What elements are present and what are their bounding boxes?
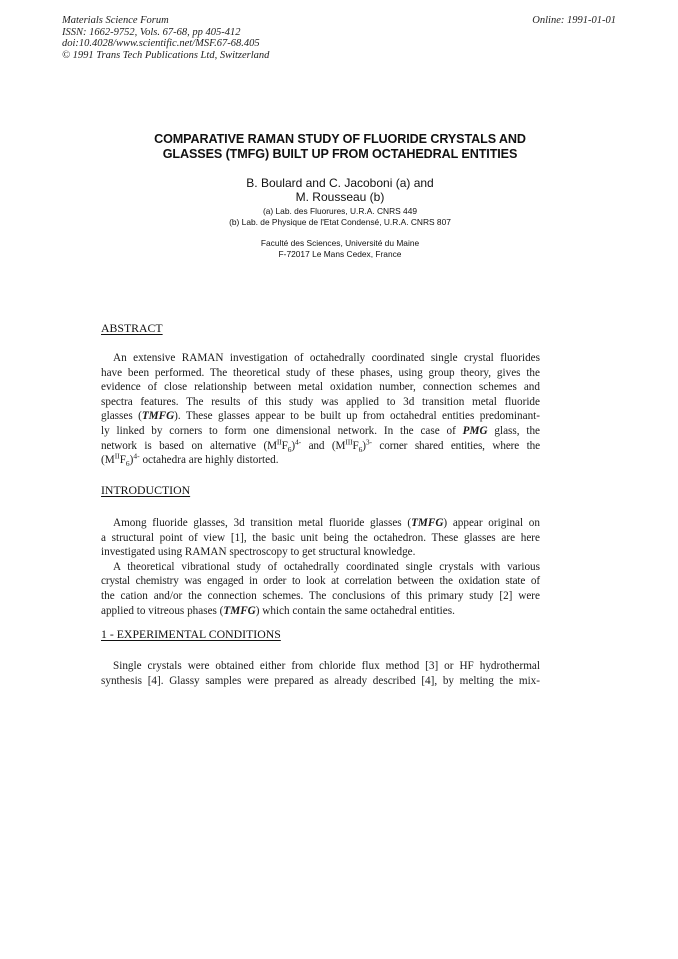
abstract-body	[101, 351, 540, 468]
abstract-line: evidence of close relationship between metal oxidation number, connection schemes and	[101, 381, 540, 394]
issn-line: ISSN: 1662-9752, Vols. 67-68, pp 405-412	[62, 26, 241, 38]
doi-line[interactable]: doi:10.4028/www.scientific.net/MSF.67-68.405	[62, 38, 260, 50]
tmfg-term: TMFG	[411, 517, 444, 529]
introduction-body	[101, 516, 540, 618]
address	[90, 238, 590, 260]
abstract-line: network is based on alternative $(M^{II}F_6)^{4-}$ and $(M^{III}F_6)^{3-}$ corner shared entities, where the	[101, 436, 540, 454]
abstract-line: $(M^{II}F_6)^{4-}$ octahedra are highly distorted.	[101, 451, 279, 469]
experimental-line: synthesis [4]. Glassy samples were prepared as already described [4], by melting the mix-	[101, 674, 540, 687]
introduction-heading: INTRODUCTION	[101, 483, 191, 497]
journal-header	[62, 15, 392, 61]
city-line: F-72017 Le Mans Cedex, France	[278, 249, 402, 259]
authors-line-2: M. Rousseau (b)	[295, 190, 385, 204]
copyright-line: © 1991 Trans Tech Publications Ltd, Switzerland	[62, 49, 270, 61]
authors	[90, 176, 590, 204]
abstract-line: An extensive RAMAN investigation of octahedrally coordinated single crystal fluorides	[113, 352, 540, 364]
intro-line: A theoretical vibrational study of octahedrally coordinated single crystals with various	[113, 560, 540, 573]
abstract-line: ly linked by corners to form one dimensional network. In the case of PMG glass, the	[101, 424, 541, 437]
experimental-line: Single crystals were obtained either from chloride flux method [3] or HF hydrothermal	[113, 660, 540, 672]
intro-line: the cation and/or the connection schemes. The conclusions of this primary study [2] were	[101, 589, 540, 602]
experimental-body	[101, 659, 540, 688]
intro-line: crystal chemistry was engaged in order to look at correlation between the oxidation state of	[101, 575, 540, 588]
abstract-line: have been performed. The theoretical study of these phases, using group theory, gives the	[101, 366, 540, 379]
pmg-term: PMG	[462, 424, 488, 437]
tmfg-term: TMFG	[223, 604, 256, 617]
title-line-1: COMPARATIVE RAMAN STUDY OF FLUORIDE CRYSTALS AND	[154, 132, 526, 146]
abstract-heading: ABSTRACT	[101, 321, 163, 335]
intro-line: applied to vitreous phases (TMFG) which contain the same octahedral entities.	[101, 604, 455, 617]
intro-line: a structural point of view [1], the basic unit being the octahedron. These glasses are here	[101, 531, 540, 544]
online-date: Online: 1991-01-01	[532, 15, 616, 26]
faculty-line: Faculté des Sciences, Université du Maine	[260, 238, 420, 248]
intro-line: Among fluoride glasses, 3d transition metal fluoride glasses (TMFG) appear original on	[113, 517, 540, 529]
affiliation-b: (b) Lab. de Physique de l'Etat Condensé, U.R.A. CNRS 807	[229, 217, 451, 227]
authors-line-1: B. Boulard and C. Jacoboni (a) and	[246, 176, 434, 190]
tmfg-term: TMFG	[141, 410, 175, 423]
affiliations	[90, 206, 590, 228]
intro-line: investigated using RAMAN spectroscopy to get structural knowledge.	[101, 546, 416, 559]
experimental-heading: 1 - EXPERIMENTAL CONDITIONS	[101, 627, 281, 641]
abstract-line: glasses (TMFG). These glasses appear to be built up from octahedral entities predominant-	[101, 410, 540, 423]
abstract-line: spectra features. The results of this study was applied to 3d transition metal fluoride	[101, 395, 540, 408]
title-line-2: GLASSES (TMFG) BUILT UP FROM OCTAHEDRAL ENTITIES	[162, 147, 518, 161]
paper-title	[90, 132, 590, 162]
affiliation-a: (a) Lab. des Fluorures, U.R.A. CNRS 449	[262, 206, 418, 216]
journal-name: Materials Science Forum	[62, 15, 169, 26]
